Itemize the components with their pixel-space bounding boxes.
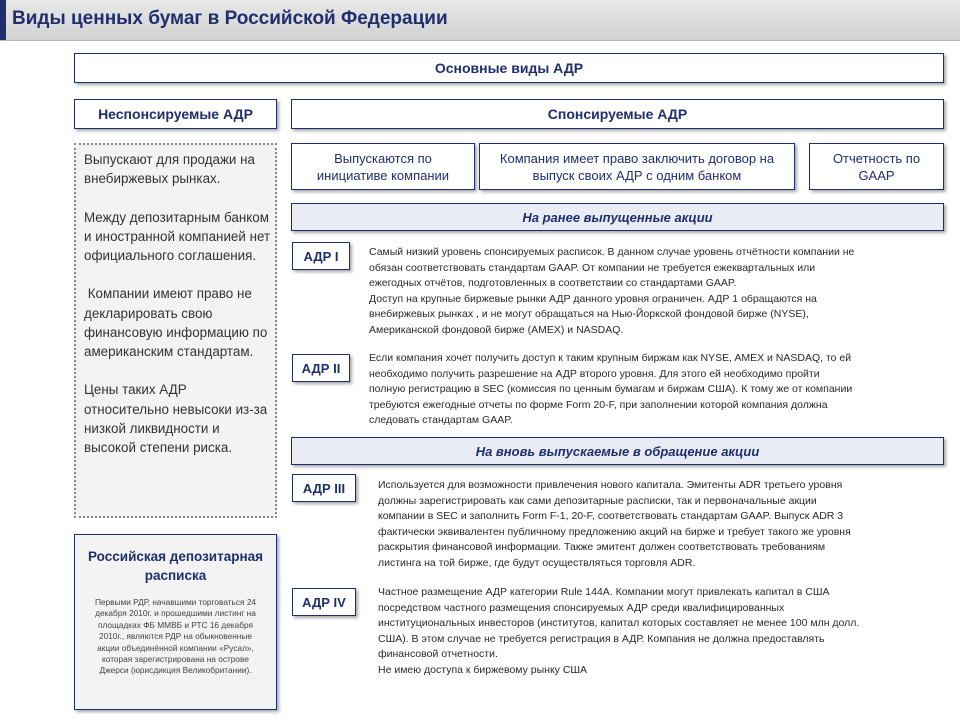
unsponsored-paragraph: Выпускают для продажи на внебиржевых рынках. (84, 152, 255, 187)
sponsored-feature-label: Компания имеет право заключить договор на выпуск своих АДР с одним банком (499, 150, 775, 183)
new-shares-band (291, 437, 944, 465)
existing-shares-label: На ранее выпущенные акции (522, 209, 713, 225)
description-line: фактически эквивалентен публичному предложению акций на бирже и требует такого же уровня (378, 525, 851, 538)
description-line: требуются ежегодные отчеты по форме Form 20-F, при заполнении которой компания должна (369, 398, 828, 411)
adr-level-badge (292, 354, 350, 382)
description-line: полную регистрацию в SEC (комиссия по ценным бумагам и биржам США). К тому же от компании (369, 383, 853, 395)
adr-level-label: АДР I (303, 248, 339, 264)
description-line: компании в SEC и заполнить Form F-1, 20-F, соответствовать стандартам GAAP. Выпуск ADR 3 (378, 510, 844, 522)
description-line: листинга на той бирже, где будут осуществляться торговля ADR. (378, 556, 696, 569)
rdr-text: Первыми РДР, начавшими торговаться 24 декабря 2010г. и прошедшими листинг на площадках ФБ ММВБ и РТС 16 декабря 2010г., являются РДР на обыкновенные акции объединённой компании «Русал», которая зарегистрирована на острове Джерси (юрисдикция Великобритании). (94, 597, 257, 676)
description-line: финансовой отчетности. (378, 648, 498, 660)
description-line: институциональных инвесторов (институтов, капитал которых составляет не менее 100 млн долл. (378, 617, 860, 629)
page-title: Виды ценных бумаг в Российской Федерации (12, 8, 448, 29)
description-line: внебиржевых рынках , и не могут обращаться на Нью-Йоркской фондовой бирже (NYSE), (369, 308, 809, 320)
main-header-box (74, 53, 944, 83)
title-bar (0, 0, 960, 41)
adr-level-label: АДР II (301, 360, 341, 376)
sponsored-feature-box (479, 143, 795, 190)
unsponsored-paragraph: Компании имеют право не декларировать свою финансовую информацию по американским стандартам. (84, 286, 272, 359)
description-line: Самый низкий уровень спонсируемых расписок. В данном случае уровень отчётности компании не (369, 246, 855, 258)
adr-level-description (378, 478, 944, 571)
description-line: ежегодных отчётов, подготовленных в соответствии со стандартами GAAP. (369, 277, 737, 289)
adr-level-badge (292, 474, 356, 502)
description-line: должны зарегистрировать как сами депозитарные расписки, так и первоначальные акции (378, 494, 817, 507)
sponsored-feature-box (809, 143, 944, 190)
description-line: Частное размещение АДР категории Rule 144A. Компании могут привлекать капитал в США (378, 586, 830, 598)
sponsored-header-box (291, 99, 944, 129)
adr-level-label: АДР III (302, 480, 346, 496)
unsponsored-header-box (74, 99, 277, 129)
description-line: Американской фондовой бирже (AMEX) и NASDAQ. (369, 323, 624, 336)
description-line: США). В этом случае не требуется регистрация в АДР. Компания не должна предоставлять (378, 632, 825, 645)
adr-level-description (369, 351, 944, 429)
adr-level-description (378, 585, 944, 678)
unsponsored-paragraph: Цены таких АДР относительно невысоки из-за низкой ликвидности и высокой степени риска. (84, 382, 268, 455)
sponsored-feature-label: Выпускаются по инициативе компании (316, 150, 450, 183)
description-line: Не имею доступа к биржевому рынку США (378, 663, 588, 676)
adr-level-description (369, 245, 944, 338)
description-line: Используется для возможности привлечения нового капитала. Эмитенты ADR третьего уровня (378, 479, 843, 491)
rdr-box (74, 534, 277, 710)
title-accent (0, 0, 6, 40)
description-line: необходимо получить разрешение на АДР второго уровня. Для этого ей необходимо пройти (369, 367, 820, 380)
description-line: раскрытия финансовой информации. Также эмитент должен соответствовать требованиям (378, 541, 826, 553)
unsponsored-description (84, 150, 274, 476)
adr-level-badge (292, 242, 350, 270)
sponsored-feature-box (291, 143, 475, 190)
description-line: Если компания хочет получить доступ к таким крупным биржам как NYSE, AMEX и NASDAQ, то ей (369, 352, 852, 364)
sponsored-feature-label: Отчетность по GAAP (832, 150, 921, 183)
main-header-label: Основные виды АДР (434, 60, 584, 76)
adr-level-label: АДР IV (302, 594, 346, 610)
new-shares-label: На вновь выпускаемые в обращение акции (475, 443, 760, 459)
sponsored-header-label: Спонсируемые АДР (547, 106, 688, 122)
existing-shares-band (291, 203, 944, 231)
rdr-title: Российская депозитарная расписка (88, 549, 263, 583)
description-line: Доступ на крупные биржевые рынки АДР данного уровня ограничен. АДР 1 обращаются на (369, 292, 817, 305)
unsponsored-header-label: Неспонсируемые АДР (98, 106, 253, 122)
description-line: посредством частного размещения спонсируемых АДР среди квалифицированных (378, 601, 785, 614)
description-line: обязан соответствовать стандартам GAAP. От компании не требуется ежеквартальных или (369, 261, 816, 274)
adr-level-badge (292, 588, 356, 616)
unsponsored-paragraph: Между депозитарным банком и иностранной компанией нет официального соглашения. (84, 209, 271, 263)
description-line: следовать стандартам GAAP. (369, 414, 513, 426)
